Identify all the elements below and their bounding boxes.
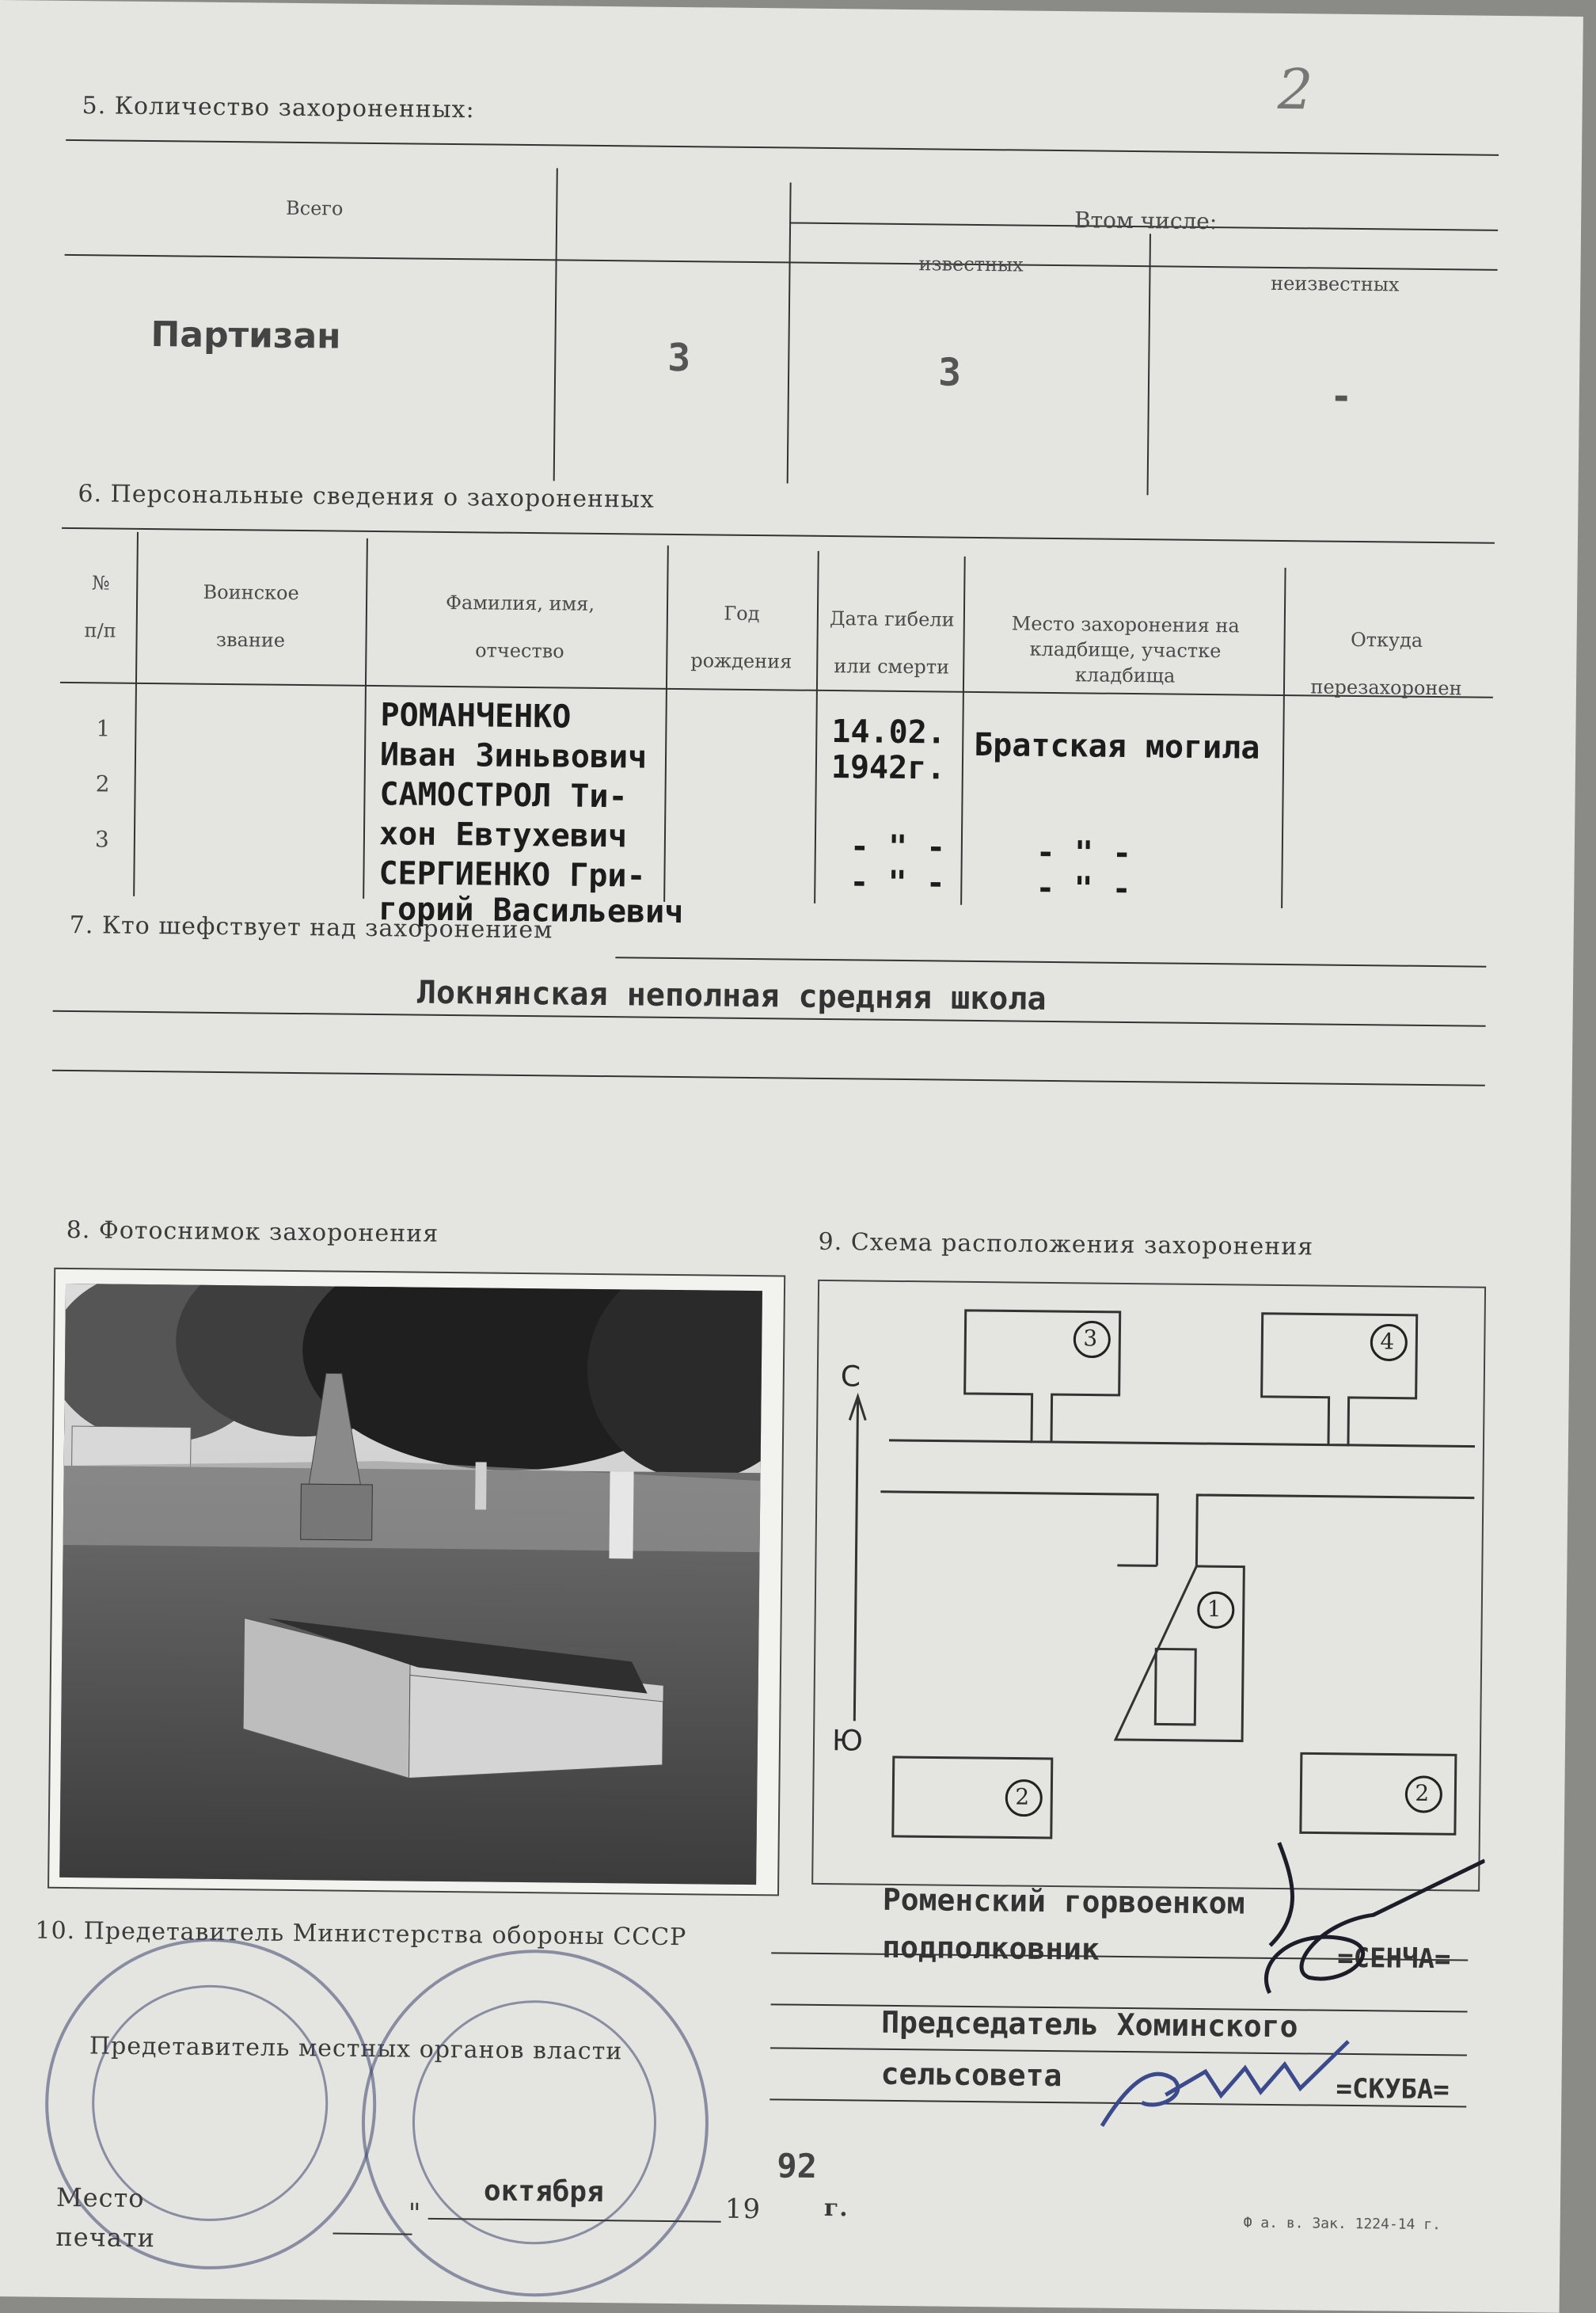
row-number: 1 [96,715,111,742]
year-prefix: 19 [724,2193,762,2226]
north-label: С [840,1360,861,1394]
ditto-mark: - " - [849,828,946,866]
ditto-mark: - " - [1036,869,1131,908]
marker-4: 4 [1380,1328,1395,1355]
signer1-title: Роменский горвоенком [882,1881,1245,1921]
death-date: 1942г. [830,749,946,787]
year-value: 92 [777,2146,818,2186]
burial-type: Партизан [150,314,341,357]
known-count: 3 [937,350,962,395]
local-rep-label: Предетавитель местных органов власти [89,2032,623,2066]
date-month: октября [483,2174,604,2209]
stamp-place-label: Место [55,2182,145,2214]
hdr-death: Дата гибели или смерти [829,607,955,679]
year-suffix: г. [823,2194,849,2223]
signature-2 [1094,1992,1357,2144]
signer2-rank: сельсовета [880,2056,1062,2094]
location-scheme [811,1280,1486,1892]
hdr-number: № п/п [84,572,116,642]
name-line: СЕРГИЕНКО Гри- [378,855,646,895]
signer2-title: Председатель Хоминского [881,2004,1298,2045]
section5-title: 5. Количество захороненных: [82,92,475,124]
south-label: Ю [831,1725,864,1758]
patron-school: Локнянская неполная средняя школа [416,974,1047,1018]
row-number: 3 [94,826,109,853]
total-count: 3 [667,335,691,381]
unknown-count: - [1329,374,1354,419]
date-quote: " [408,2197,422,2230]
row-number: 2 [95,770,110,797]
name-line: Иван Зиньвович [379,736,648,776]
official-seal-icon [360,1948,711,2299]
section6-title: 6. Персональные сведения о захороненных [78,480,655,514]
ditto-mark: - " - [849,864,946,902]
marker-1: 1 [1206,1596,1222,1623]
name-line: САМОСТРОЛ Ти- [379,776,628,816]
marker-2: 2 [1415,1779,1430,1807]
name-line: горий Васильевич [378,891,684,931]
section7-title: 7. Кто шефствует над захоронением [69,911,553,945]
hdr-rank: Воинское звание [203,580,299,652]
death-date: 14.02. [831,713,947,751]
name-line: хон Евтухевич [378,816,628,855]
section8-title: 8. Фотоснимок захоронения [66,1215,439,1248]
marker-2: 2 [1015,1783,1030,1810]
burial-place: Братская могила [973,726,1260,767]
col-known: известных [918,253,1024,276]
hdr-birth: Год рождения [690,602,792,673]
name-line: РОМАНЧЕНКО [380,697,572,736]
burial-photo [59,1284,762,1885]
signer2-name: =СКУБА= [1336,2072,1450,2106]
col-unknown: неизвестных [1271,272,1400,296]
section10-title: 10. Предетавитель Министерства обороны СССР [35,1916,687,1952]
hdr-from: Откуда перезахоронен [1310,628,1462,700]
official-seal-icon [44,1937,378,2271]
stamp-place-label: печати [55,2221,156,2254]
print-note: Ф а. в. Зак. 1224-14 г. [1243,2214,1442,2234]
marker-3: 3 [1083,1325,1098,1352]
signer1-rank: подполковник [882,1929,1100,1967]
hdr-name: Фамилия, имя, отчество [445,591,595,663]
hdr-place: Место захоронения на кладбище, участке кладбища [1011,612,1240,687]
ditto-mark: - " - [1036,834,1132,873]
page-number: 2 [1277,56,1313,123]
col-incl: Втом числе: [1074,207,1218,235]
col-total: Всего [285,196,344,220]
signer1-name: =СЕНЧА= [1336,1942,1451,1976]
section9-title: 9. Схема расположения захоронения [818,1227,1314,1261]
